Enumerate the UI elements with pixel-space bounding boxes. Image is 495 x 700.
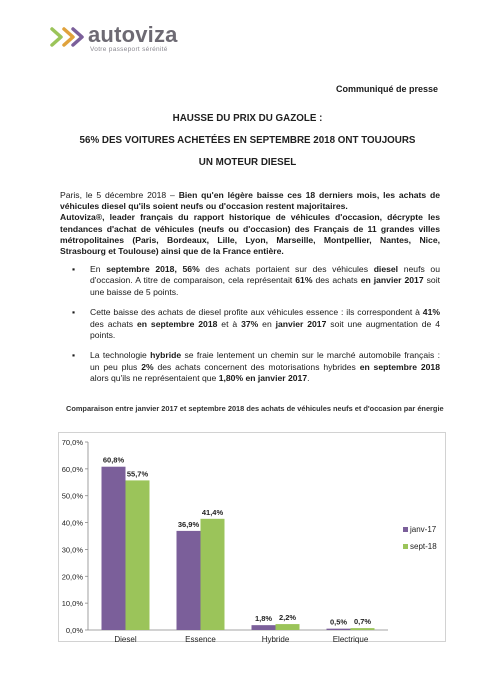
- data-label: 60,8%: [102, 455, 125, 465]
- bullet-text: La technologie: [90, 350, 151, 361]
- bullet-marker: ▪: [72, 307, 76, 318]
- chart-title: Comparaison entre janvier 2017 et septembre 2018 des achats de véhicules neufs et d'occasion par énergie: [66, 404, 444, 413]
- bullet-text: se fraie lentement un chemin sur le marché automobile français : un peu plus: [90, 350, 440, 372]
- legend-label: janv-17: [410, 525, 437, 534]
- bullet-emphasis: 37%: [241, 318, 259, 329]
- company-description: Autoviza®, leader français du rapport historique de véhicules d'occasion, décrypte les tendances d'achat de véhicules (neufs ou d'occasion) des Français de 11 grandes villes métropolitaines (Paris, Bordeaux, Lille, Lyon, Marseille, Montpellier, Nantes, Nice, Strasbourg et Toulouse) ainsi que de la France entière.: [60, 212, 440, 257]
- logo-tagline: Votre passeport sérénité: [90, 46, 168, 53]
- x-tick-label: Electrique: [332, 635, 369, 644]
- bar-sept-18: [276, 624, 300, 630]
- list-item: [72, 350, 440, 384]
- bullet-text: Cette baisse des achats de diesel profite aux véhicules essence : ils correspondent à: [90, 307, 423, 318]
- double-chevron-logo-icon: [50, 26, 84, 48]
- data-label: 55,7%: [126, 469, 149, 479]
- bar-janv-17: [177, 531, 201, 630]
- bullet-text: des achats: [312, 275, 361, 286]
- bullet-emphasis: 2%: [141, 361, 154, 372]
- key-findings-list: [72, 264, 440, 394]
- headline-line-1: HAUSSE DU PRIX DU GAZOLE :: [172, 113, 323, 124]
- data-label: 0,5%: [329, 617, 348, 627]
- bullet-text: des achats concernent des motorisations hybrides: [153, 361, 360, 372]
- headline-line-2: 56% DES VOITURES ACHETÉES EN SEPTEMBRE 2018 ONT TOUJOURS: [79, 135, 416, 146]
- bullet-emphasis: janvier 2017: [275, 318, 327, 329]
- bullet-text: des achats: [90, 318, 137, 329]
- lead-sentence: Bien qu'en légère baisse ces 18 derniers mois, les achats de véhicules diesel qu'ils soient neufs ou d'occasion restent majoritaires.: [60, 190, 441, 212]
- y-tick-label: 50,0%: [61, 491, 83, 501]
- bullet-emphasis: en septembre 2018: [136, 318, 218, 329]
- legend-swatch: [403, 527, 408, 532]
- bullet-text: en: [258, 318, 276, 329]
- bullet-text: soit une baisse de 5 points.: [90, 275, 441, 297]
- dateline: Paris, le 5 décembre 2018 –: [60, 190, 179, 200]
- x-tick-label: Diesel: [114, 635, 137, 644]
- bullet-emphasis: en septembre 2018: [359, 361, 440, 372]
- headline-line-3: UN MOTEUR DIESEL: [198, 157, 297, 168]
- logo-name: autoviza: [88, 22, 178, 47]
- bullet-text: soit une augmentation de 4 points.: [90, 318, 441, 341]
- bullet-emphasis: hybride: [150, 350, 182, 361]
- bar-chart: [58, 432, 446, 644]
- intro-text: [60, 190, 440, 257]
- y-tick-label: 60,0%: [61, 464, 83, 474]
- bullet-text: des achats portaient sur des véhicules: [199, 264, 374, 274]
- intro-paragraph-1: [60, 190, 440, 212]
- x-tick-label: Essence: [185, 635, 216, 644]
- y-tick-label: 0,0%: [65, 626, 83, 635]
- data-label: 1,8%: [254, 614, 273, 624]
- bullet-emphasis: septembre 2018, 56%: [106, 264, 200, 274]
- press-release-label: Communiqué de presse: [335, 84, 438, 94]
- bullet-marker: ▪: [72, 264, 76, 274]
- legend-swatch: [403, 544, 408, 549]
- bullet-marker: ▪: [72, 350, 76, 361]
- bullet-text: et à: [217, 318, 242, 329]
- bar-sept-18: [201, 519, 225, 630]
- bar-janv-17: [327, 629, 351, 630]
- data-label: 0,7%: [353, 617, 372, 627]
- y-tick-label: 30,0%: [61, 545, 83, 555]
- x-tick-label: Hybride: [261, 635, 290, 644]
- bullet-emphasis: diesel: [373, 264, 399, 274]
- bullet-text: alors qu'ils ne représentaient que: [90, 373, 219, 384]
- bar-janv-17: [102, 467, 126, 630]
- data-label: 41,4%: [201, 507, 224, 517]
- bullet-text: neufs ou d'occasion. A titre de comparaison, cela représentait: [90, 264, 440, 286]
- bar-sept-18: [126, 480, 150, 630]
- y-tick-label: 70,0%: [61, 438, 83, 447]
- bullet-emphasis: 61%: [295, 275, 313, 286]
- bar-sept-18: [351, 628, 375, 630]
- legend-label: sept-18: [410, 542, 437, 551]
- bullet-emphasis: 1,80% en janvier 2017: [218, 373, 308, 384]
- bullet-text: .: [307, 373, 310, 384]
- data-label: 36,9%: [177, 519, 200, 529]
- bullet-text: En: [90, 264, 107, 274]
- bullet-emphasis: 41%: [422, 307, 440, 318]
- list-item: [72, 264, 440, 298]
- bullet-emphasis: en janvier 2017: [360, 275, 424, 286]
- y-tick-label: 40,0%: [61, 518, 83, 528]
- intro-paragraph-2: [60, 212, 440, 257]
- data-label: 2,2%: [278, 613, 297, 623]
- list-item: [72, 307, 440, 341]
- y-tick-label: 20,0%: [61, 572, 83, 582]
- autoviza-logo: [50, 22, 190, 52]
- y-tick-label: 10,0%: [61, 599, 83, 609]
- bar-janv-17: [252, 625, 276, 630]
